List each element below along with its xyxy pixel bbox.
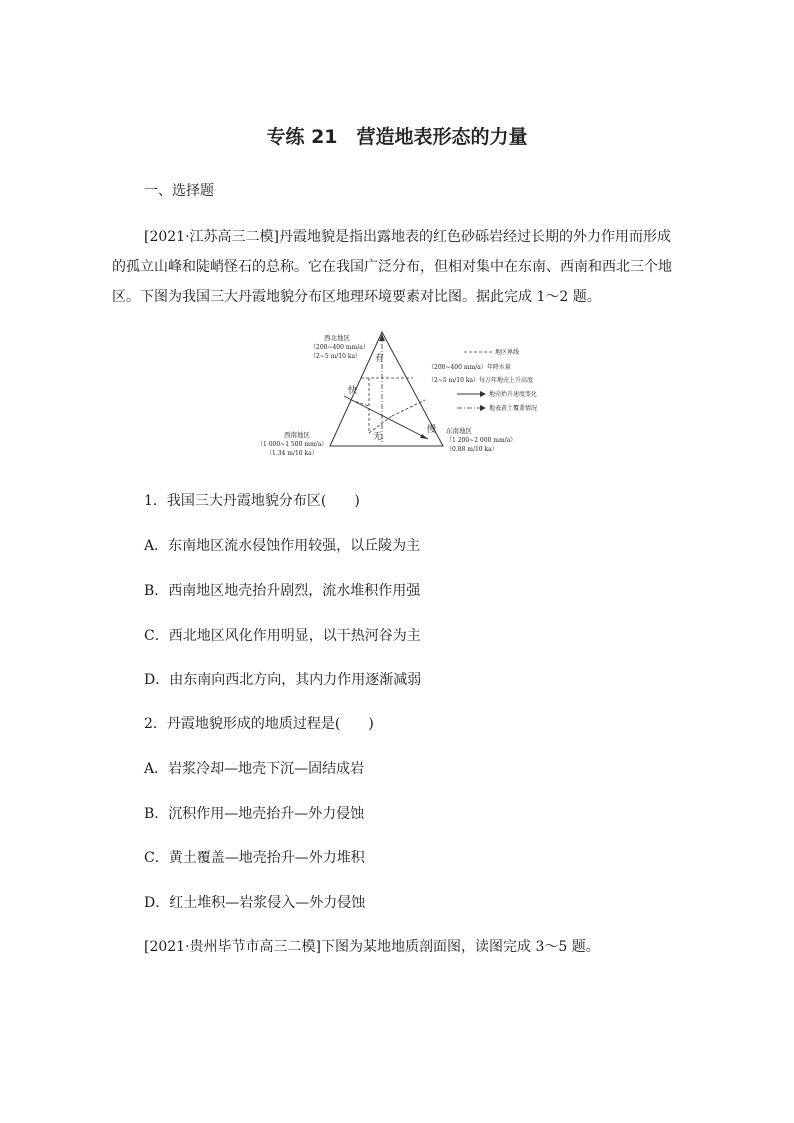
q2-option-d: D．红土堆积—岩浆侵入—外力侵蚀 (144, 895, 366, 911)
intro2-text: 下图为某地地质剖面图，读图完成 3～5 题。 (321, 939, 600, 955)
q1-stem: 1．我国三大丹霞地貌分布区( ) (144, 493, 360, 509)
q1-option-d: D．由东南向西北方向，其内力作用逐渐减弱 (144, 672, 422, 688)
uplift-arrow (344, 396, 428, 439)
q2-option-a: A．岩浆冷却—地壳下沉—固结成岩 (144, 761, 365, 777)
label-kuai: 快 (348, 386, 358, 396)
q1-option-a: A．东南地区流水侵蚀作用较强，以丘陵为主 (144, 538, 421, 554)
danxia-comparison-diagram (252, 328, 538, 462)
nw-rain: （200~400 mm/a） (310, 344, 369, 351)
intro2-source: [2021·贵州毕节市高三二模] (144, 939, 322, 955)
intro-paragraph-1 (112, 222, 684, 312)
sw-rate: （1.34 m/10 ka） (266, 450, 318, 457)
q2-stem: 2．丹霞地貌形成的地质过程是( ) (144, 716, 374, 732)
se-rate: （0.88 m/10 ka） (446, 446, 498, 453)
q2-option-b: B．沉积作用—地壳抬升—外力侵蚀 (144, 806, 365, 822)
label-man: 慢 (427, 425, 437, 435)
legend-uplift-arrowhead (480, 391, 486, 397)
q2-option-c: C．黄土覆盖—地壳抬升—外力堆积 (144, 850, 365, 866)
intro-text: 丹霞地貌是指出露地表的红色砂砾岩经过长期的外力作用而形成的孤立山峰和陡峭怪石的总称。它在我国广泛分布，但相对集中在东南、西南和西北三个地区。下图为我国三大丹霞地貌分布区地理环境要素对比图。据此完成 1～2 题。 (112, 229, 672, 305)
sw-rain: （1 000~1 500 mm/a） (257, 441, 328, 448)
legend-rain: （200~400 mm/a）年降水量 (428, 364, 511, 371)
boundary-line (392, 400, 425, 416)
intro-source: [2021·江苏高三二模] (144, 229, 280, 245)
section-heading: 一、选择题 (144, 183, 214, 199)
legend-loess: 地表黄土覆盖情况 (489, 405, 538, 412)
se-rain: （1 200~2 000 mm/a） (446, 437, 517, 444)
q1-option-c: C．西北地区风化作用明显，以干热河谷为主 (144, 628, 421, 644)
label-you: 有 (375, 354, 385, 364)
nw-name: 西北地区 (324, 334, 350, 342)
nw-rate: （2~5 m/10 ka） (310, 353, 362, 360)
legend-rate: （2~5 m/10 ka）每万年地壳上升高度 (428, 377, 534, 384)
legend-loess-arrowhead (480, 405, 486, 411)
legend-boundary: 地区界线 (495, 349, 520, 356)
legend-uplift: 地壳抬升速度变化 (489, 391, 538, 398)
label-wu: 无 (373, 432, 383, 442)
se-name: 东南地区 (446, 427, 472, 435)
q1-option-b: B．西南地区地壳抬升剧烈，流水堆积作用强 (144, 583, 421, 599)
page-title: 专练 21 营造地表形态的力量 (266, 126, 528, 148)
sw-name: 西南地区 (284, 431, 310, 439)
intro-paragraph-2 (144, 936, 600, 956)
